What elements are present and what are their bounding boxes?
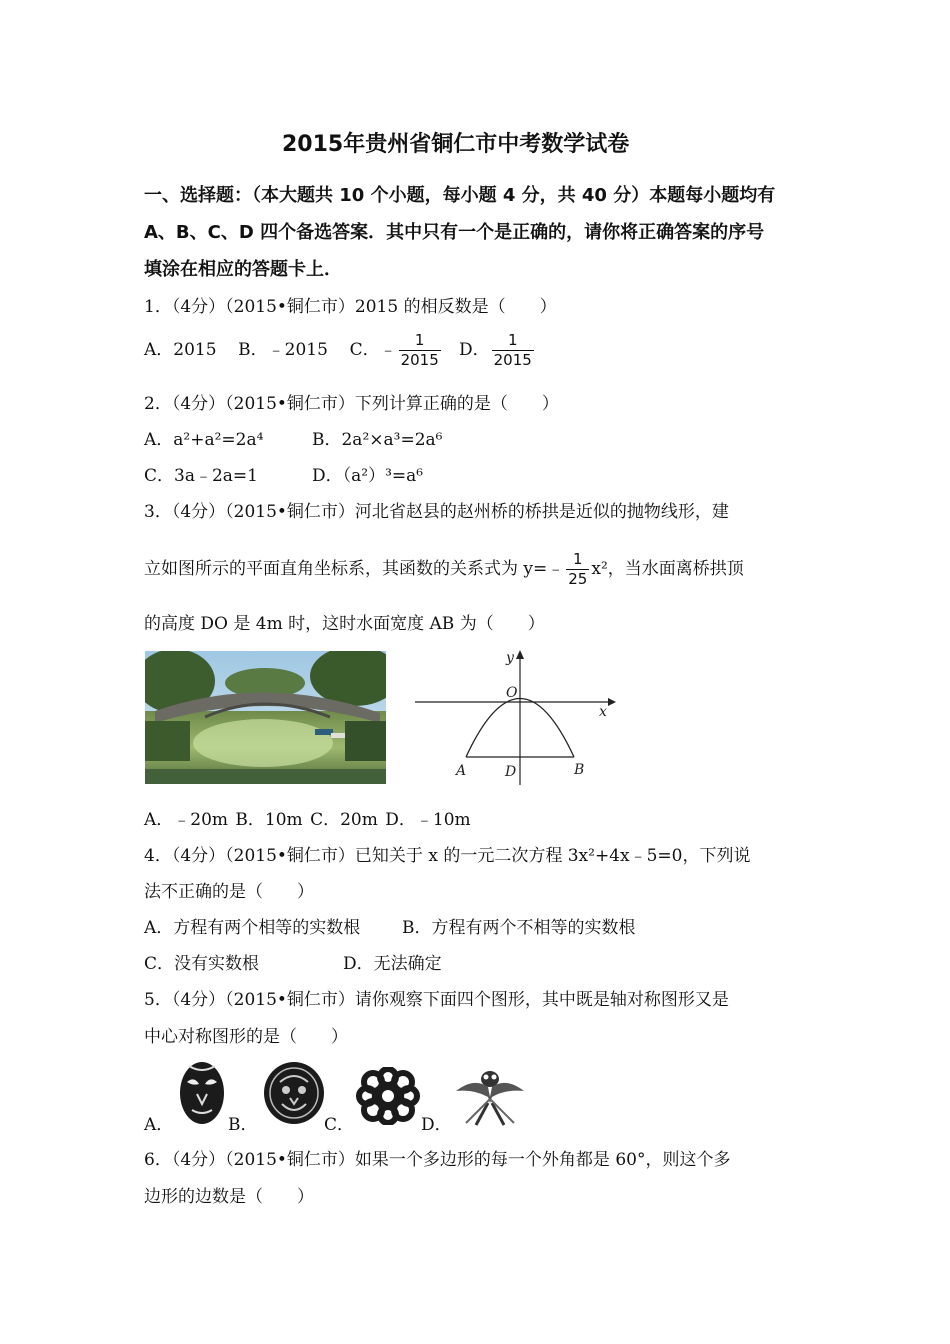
q2-option-a[interactable]: A．a²+a²=2a⁴ xyxy=(144,430,264,450)
q4-option-d[interactable]: D．无法确定 xyxy=(343,954,442,974)
q2-option-c[interactable]: C．3a﹣2a=1 xyxy=(144,466,258,486)
q1-options xyxy=(144,331,536,370)
q5-stem-line1: 5．（4分）（2015•铜仁市）请你观察下面四个图形，其中既是轴对称图形又是 xyxy=(144,990,729,1010)
bridge-photo xyxy=(145,651,386,784)
q3-stem-line1: 3．（4分）（2015•铜仁市）河北省赵县的赵州桥的桥拱是近似的抛物线形，建 xyxy=(144,502,729,522)
q1-option-c-fraction: $\frac{1}{2015}$ xyxy=(400,331,439,369)
q3-fraction: $\frac{1}{25}$ xyxy=(568,550,588,588)
q3-options[interactable]: A．﹣20m B．10m C．20m D．﹣10m xyxy=(144,810,471,830)
section-header-line2: A、B、C、D 四个备选答案．其中只有一个是正确的，请你将正确答案的序号 xyxy=(144,222,765,243)
q4-stem-line2: 法不正确的是（ ） xyxy=(144,882,314,902)
q1-stem: 1．（4分）（2015•铜仁市）2015 的相反数是（ ） xyxy=(144,297,557,317)
q5-option-a-label[interactable]: A． xyxy=(144,1115,174,1135)
q3-stem-line2: 立如图所示的平面直角坐标系，其函数的关系式为 y=﹣ $\frac{1}{25}$ x²，当水面离桥拱顶 xyxy=(144,550,744,588)
q5-stem-line2: 中心对称图形的是（ ） xyxy=(144,1027,348,1047)
graph-label-y: y xyxy=(506,650,514,666)
graph-label-b: B xyxy=(574,762,585,778)
section-header-line3: 填涂在相应的答题卡上． xyxy=(144,259,342,280)
q1-option-b[interactable]: B．﹣2015 xyxy=(238,340,328,360)
q5-option-b-label[interactable]: B． xyxy=(228,1115,258,1135)
graph-label-x: x xyxy=(599,704,607,720)
kite-figure-icon xyxy=(454,1063,526,1127)
mask-figure-icon xyxy=(177,1060,227,1126)
graph-label-o: O xyxy=(506,685,518,701)
graph-label-d: D xyxy=(505,764,517,780)
q1-option-c-prefix: C．﹣ xyxy=(349,340,397,360)
q1-option-d[interactable] xyxy=(458,331,536,369)
q1-option-d-prefix: D． xyxy=(458,340,490,360)
q5-option-c-label[interactable]: C． xyxy=(324,1115,355,1135)
section-header-line1: 一、选择题：（本大题共 10 个小题，每小题 4 分，共 40 分）本题每小题均有 xyxy=(144,185,776,206)
q4-stem-line1: 4．（4分）（2015•铜仁市）已知关于 x 的一元二次方程 3x²+4x﹣5=0，下列说 xyxy=(144,846,751,866)
page-title: 2015年贵州省铜仁市中考数学试卷 xyxy=(282,132,630,157)
round-pattern-figure-icon xyxy=(262,1060,326,1126)
q5-option-d-label[interactable]: D． xyxy=(421,1115,452,1135)
q3-stem-line3: 的高度 DO 是 4m 时，这时水面宽度 AB 为（ ） xyxy=(144,614,545,634)
q6-stem-line2: 边形的边数是（ ） xyxy=(144,1187,314,1207)
q4-option-a[interactable]: A．方程有两个相等的实数根 xyxy=(144,918,361,938)
q1-option-a[interactable]: A．2015 xyxy=(144,340,217,360)
q4-option-c[interactable]: C．没有实数根 xyxy=(144,954,260,974)
q4-option-b[interactable]: B．方程有两个不相等的实数根 xyxy=(402,918,636,938)
graph-label-a: A xyxy=(456,763,467,779)
parabola-graph xyxy=(410,645,620,787)
q2-option-b[interactable]: B．2a²×a³=2a⁶ xyxy=(312,430,443,450)
q2-option-d[interactable]: D．（a²）³=a⁶ xyxy=(312,466,424,486)
q2-stem: 2．（4分）（2015•铜仁市）下列计算正确的是（ ） xyxy=(144,394,559,414)
q6-stem-line1: 6．（4分）（2015•铜仁市）如果一个多边形的每一个外角都是 60°，则这个多 xyxy=(144,1150,731,1170)
q1-option-c[interactable] xyxy=(349,331,443,369)
q1-option-d-fraction: $\frac{1}{2015}$ xyxy=(493,331,532,369)
chinese-knot-figure-icon xyxy=(355,1067,421,1125)
